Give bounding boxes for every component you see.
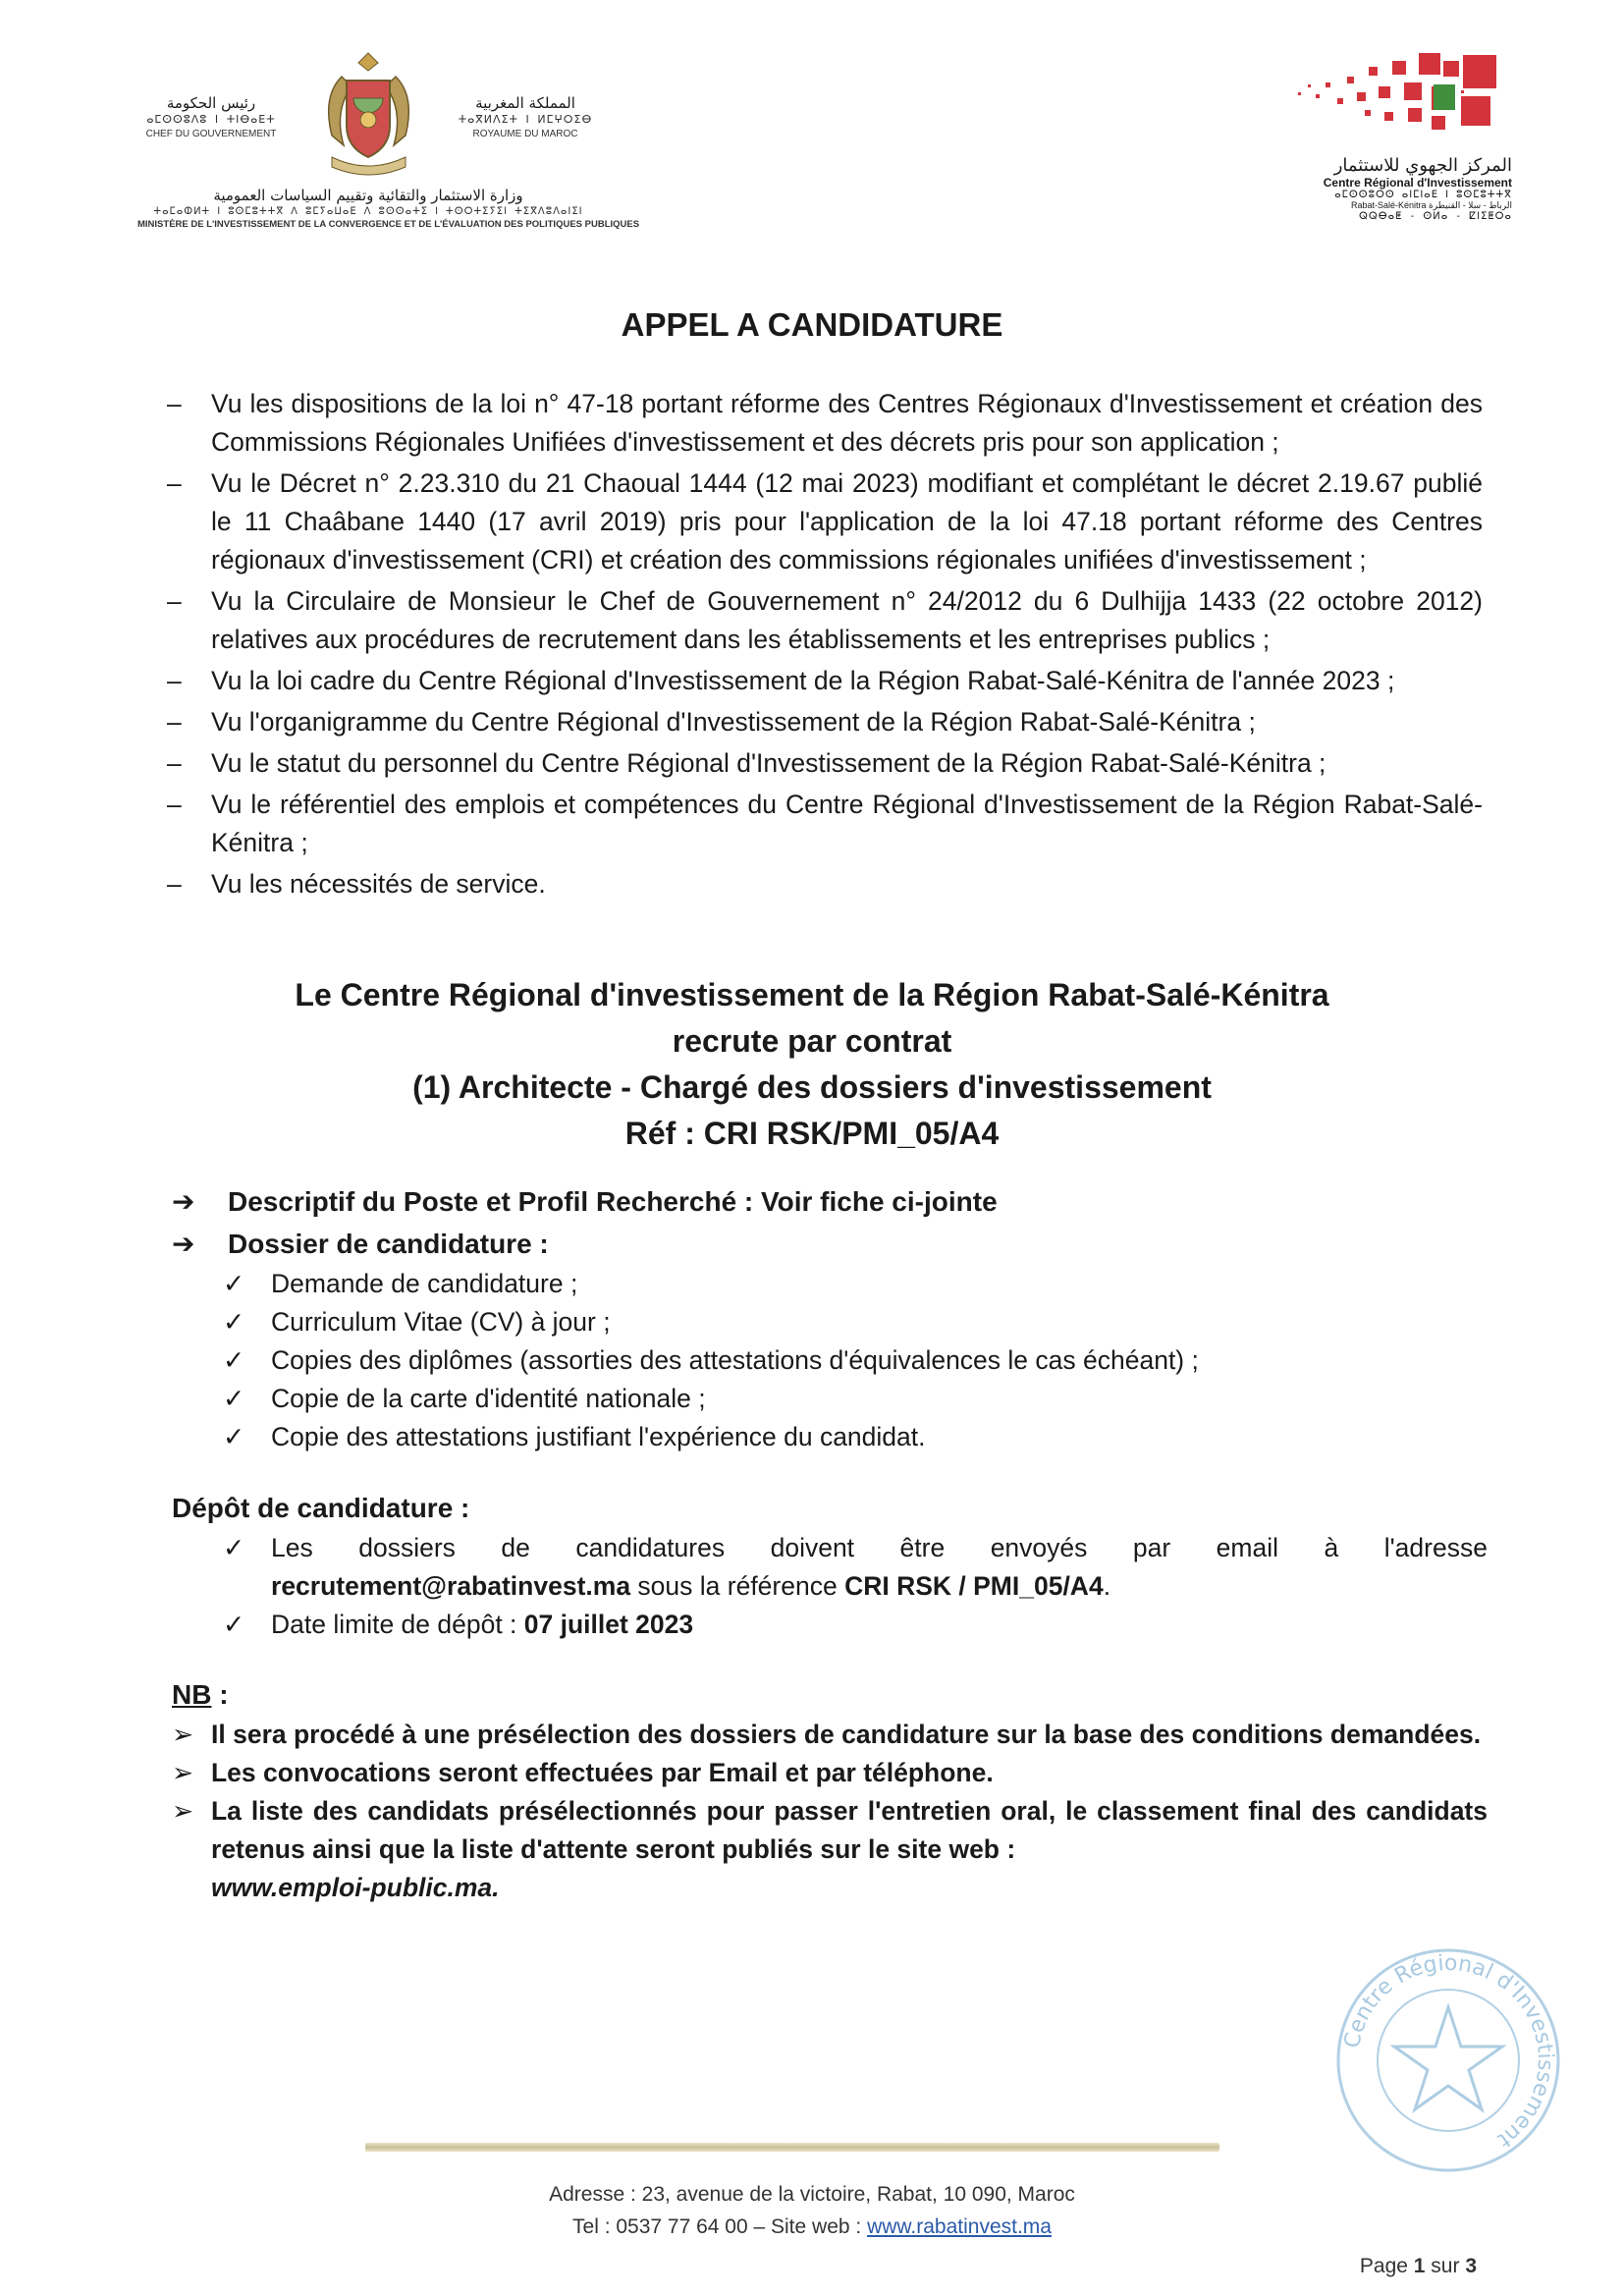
email-address[interactable]: recrutement@rabatinvest.ma [271, 1571, 631, 1601]
dossier-list [223, 1265, 1488, 1456]
triangle-bullet-icon: ➢ [172, 1758, 194, 1787]
depot-line-2: recrutement@rabatinvest.ma sous la référence CRI RSK / PMI_05/A4. [271, 1571, 1111, 1601]
triangle-bullet-icon: ➢ [172, 1720, 194, 1749]
list-item: – Vu l'organigramme du Centre Régional d'Investissement de la Région Rabat-Salé-Kénitra ; [167, 707, 1256, 737]
depot-title: Dépôt de candidature : [172, 1493, 470, 1523]
list-item: ✓ Demande de candidature ; [223, 1265, 1488, 1303]
nb-list [172, 1716, 1488, 1907]
deadline-date: 07 juillet 2023 [523, 1610, 694, 1639]
cri-name-fr: Centre Régional d'Investissement [1323, 176, 1512, 190]
triangle-bullet-icon: ➢ [172, 1796, 194, 1826]
website-link[interactable]: www.emploi-public.ma. [211, 1873, 500, 1902]
list-item: – Vu le référentiel des emplois et compétences du Centre Régional d'Investissement de la Région Rabat-Salé-Kénitra ; [167, 790, 1483, 857]
chef-ar: رئيس الحكومة [166, 94, 256, 112]
list-item: – Vu la Circulaire de Monsieur le Chef de Gouvernement n° 24/2012 du 6 Dulhijja 1433 (22 octobre 2012) relatives aux procédures de recrutement dans les établissements et les entreprises publics ; [167, 586, 1483, 654]
list-item: – Vu les dispositions de la loi n° 47-18 portant réforme des Centres Régionaux d'Investissement et création des Commissions Régionales Unifiées d'investissement et des décrets pris pour son application ; [167, 389, 1483, 457]
royaume-ar: المملكة المغربية [475, 94, 575, 112]
list-item: – Vu le statut du personnel du Centre Régional d'Investissement de la Région Rabat-Salé-Kénitra ; [167, 748, 1326, 778]
list-item: – Vu le Décret n° 2.23.310 du 21 Chaoual 1444 (12 mai 2023) modifiant et complétant le décret 2.19.67 publié le 11 Chaâbane 1440 (17 avril 2019) pris pour l'application de la loi 47.18 portant réforme des Centres régionaux d'investissement (CRI) et création des commissions régionales unifiées d'investissement ; [167, 468, 1483, 574]
checkmark-icon: ✓ [223, 1345, 245, 1375]
nb-section [172, 1673, 1488, 1907]
cri-name-tif: ⴰⵎⵙⵙⵓⵔⵙ ⴰⵏⵎⵏⴰⴹ ⵏ ⵓⵙⵎⵓⵜⵜⴳ [1334, 190, 1512, 200]
cri-name [1267, 155, 1512, 222]
nb-title: NB : [172, 1679, 229, 1710]
cri-header [1267, 47, 1512, 253]
chef-fr: CHEF DU GOUVERNEMENT [145, 129, 277, 139]
list-item: ➢ La liste des candidats présélectionnés pour passer l'entretien oral, le classement final des candidats retenus ainsi que la liste d'attente seront publiés sur le site web : www.emploi-public.ma. [172, 1792, 1488, 1907]
chef-gouvernement-label [137, 94, 285, 141]
ministry-label [137, 187, 640, 230]
list-item: ✓ Date limite de dépôt : 07 juillet 2023 [223, 1606, 1488, 1644]
depot-line-1: Les dossiers de candidatures doivent être envoyés par email à l'adresse [271, 1533, 1488, 1562]
page-number: Page 1 sur 3 [1359, 2255, 1477, 2277]
heading-reference: Réf : CRI RSK/PMI_05/A4 [624, 1116, 1000, 1151]
list-item: ➢ Il sera procédé à une présélection des dossiers de candidature sur la base des conditions demandées. [172, 1716, 1488, 1754]
cri-logo-icon [1286, 47, 1512, 145]
list-item: ✓ Copie des attestations justifiant l'expérience du candidat. [223, 1418, 1488, 1456]
list-item: ✓ Copie de la carte d'identité nationale ; [223, 1380, 1488, 1418]
dossier-title: ➔ Dossier de candidature : [172, 1223, 1488, 1265]
footer-address: Adresse : 23, avenue de la victoire, Rabat, 10 090, Maroc [549, 2183, 1075, 2206]
list-item [223, 1529, 1488, 1606]
chef-tif: ⴰⵎⵙⵙⵓⴷⵓ ⵏ ⵜⵏⴱⴰⴹⵜ [146, 113, 276, 126]
checkmark-icon: ✓ [223, 1269, 245, 1298]
dossier-section [172, 1180, 1488, 1456]
moroccan-coat-of-arms-icon [302, 47, 435, 185]
footer [0, 2178, 1624, 2243]
royaume-tif: ⵜⴰⴳⵍⴷⵉⵜ ⵏ ⵍⵎⵖⵔⵉⴱ [458, 113, 593, 126]
recruitment-heading [0, 972, 1624, 1157]
royaume-fr: ROYAUME DU MAROC [472, 129, 578, 139]
cri-name-ar: المركز الجهوي للاستثمار [1333, 155, 1512, 176]
royaume-label [452, 94, 599, 141]
heading-line-3: (1) Architecte - Chargé des dossiers d'investissement [412, 1069, 1212, 1105]
arrow-right-icon: ➔ [172, 1229, 195, 1259]
list-item: ✓ Copies des diplômes (assorties des attestations d'équivalences le cas échéant) ; [223, 1341, 1488, 1380]
stamp-text: Centre Régional d'Investissement [1339, 1950, 1558, 2153]
considerants-list [167, 385, 1483, 906]
checkmark-icon: ✓ [223, 1422, 245, 1451]
heading-line-1: Le Centre Régional d'investissement de la Région Rabat-Salé-Kénitra [295, 977, 1329, 1012]
ministry-tif: ⵜⴰⵎⴰⵀⵍⵜ ⵏ ⵓⵙⵎⵓⵜⵜⴳ ⴷ ⵓⵎⵢⴰⵡⴰⴹ ⴷ ⵓⵙⵙⴰⵜⵉ ⵏ ⵜⵙⵔⵜⵉⵢⵉⵏ ⵜⵉⴳⴷⵓⴷⴰⵏⵉⵏ [153, 206, 583, 217]
cri-region-tif: ⵕⵕⴱⴰⵟ - ⵙⵍⴰ - ⵇⵏⵉⵟⵔⴰ [1359, 211, 1512, 222]
depot-list [223, 1529, 1488, 1644]
descriptif-line: ➔ Descriptif du Poste et Profil Recherché : Voir fiche ci-jointe [172, 1180, 1488, 1223]
depot-section [172, 1487, 1488, 1644]
government-header [137, 47, 640, 244]
checkmark-icon: ✓ [223, 1307, 245, 1337]
list-item: ✓ Curriculum Vitae (CV) à jour ; [223, 1303, 1488, 1341]
reference-code: CRI RSK / PMI_05/A4 [844, 1571, 1104, 1601]
footer-contact: Tel : 0537 77 64 00 – Site web : www.rabatinvest.ma [572, 2215, 1052, 2238]
footer-divider [365, 2143, 1219, 2152]
ministry-fr: MINISTÈRE DE L'INVESTISSEMENT DE LA CONVERGENCE ET DE L'ÉVALUATION DES POLITIQUES PUBLIQUES [137, 219, 640, 230]
checkmark-icon: ✓ [223, 1533, 245, 1562]
heading-line-2: recrute par contrat [672, 1023, 952, 1059]
site-web-link[interactable]: www.rabatinvest.ma [867, 2215, 1052, 2238]
checkmark-icon: ✓ [223, 1384, 245, 1413]
cri-region: Rabat-Salé-Kénitra الرباط - سلا - القنيطرة [1350, 200, 1512, 210]
list-item: – Vu les nécessités de service. [167, 869, 546, 899]
ministry-ar: وزارة الاستثمار والتقائية وتقييم السياسات العمومية [213, 187, 523, 204]
arrow-right-icon: ➔ [172, 1186, 195, 1217]
list-item: – Vu la loi cadre du Centre Régional d'Investissement de la Région Rabat-Salé-Kénitra de l'année 2023 ; [167, 666, 1395, 695]
official-stamp-icon [1330, 1942, 1566, 2178]
list-item: ➢ Les convocations seront effectuées par Email et par téléphone. [172, 1754, 1488, 1792]
page-title: APPEL A CANDIDATURE [621, 306, 1003, 343]
checkmark-icon: ✓ [223, 1610, 245, 1639]
